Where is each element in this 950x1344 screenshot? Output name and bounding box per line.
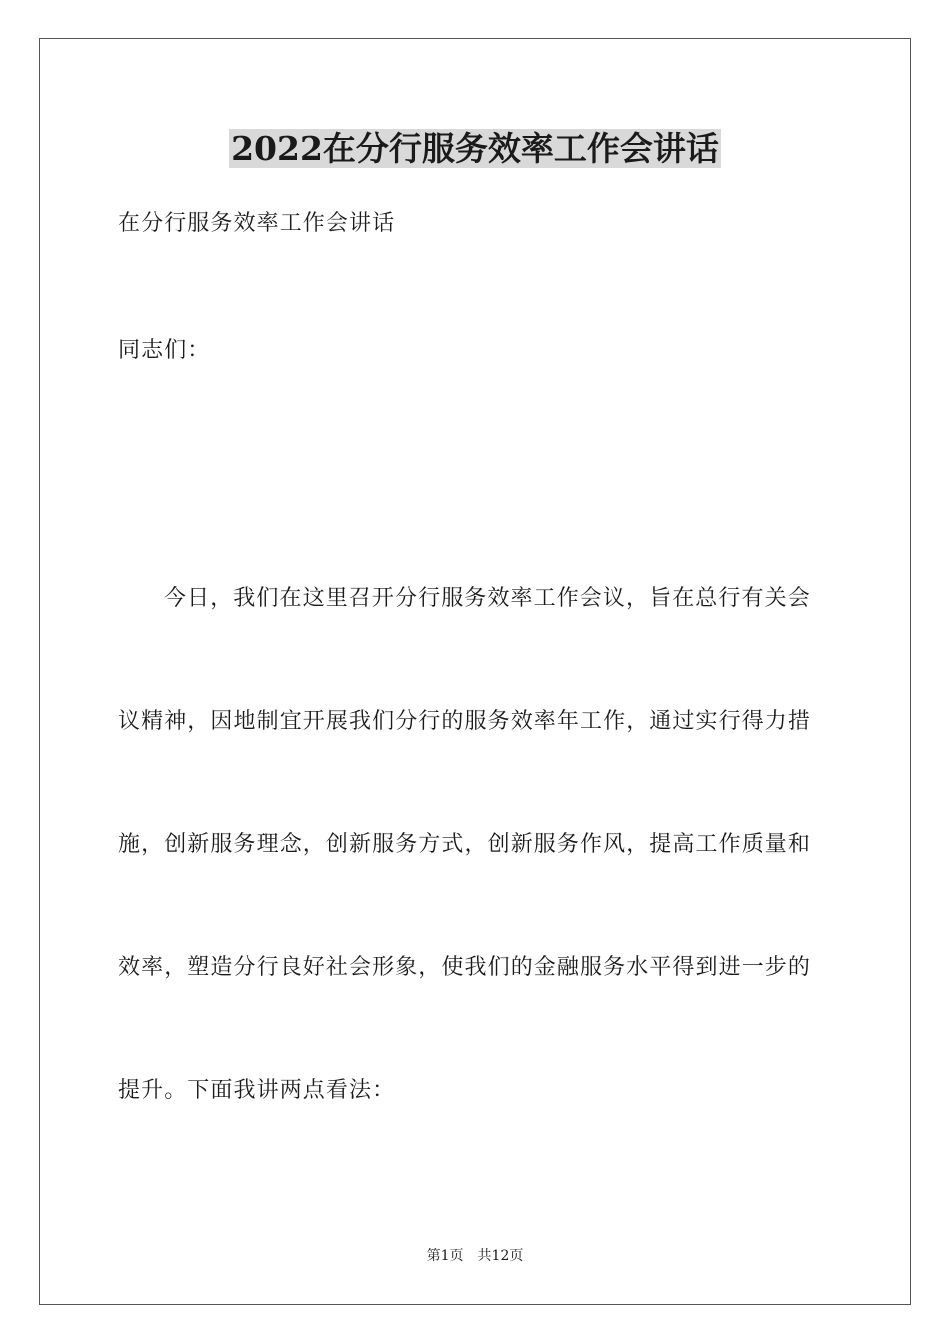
page-footer (0, 1246, 950, 1266)
paragraph-line: 议精神，因地制宜开展我们分行的服务效率年工作，通过实行得力措 (118, 709, 812, 734)
paragraph-line: 效率，塑造分行良好社会形象，使我们的金融服务水平得到进一步的 (118, 955, 812, 980)
document-title-text: 2022在分行服务效率工作会讲话 (231, 129, 719, 168)
paragraph-line: 提升。下面我讲两点看法： (118, 1078, 396, 1103)
paragraph-line: 施，创新服务理念，创新服务方式，创新服务作风，提高工作质量和 (118, 832, 812, 857)
page-number-total: 共12页 (477, 1248, 524, 1264)
document-title (0, 126, 950, 172)
document-subtitle: 在分行服务效率工作会讲话 (118, 211, 396, 236)
page-number-current: 第1页 (426, 1248, 464, 1264)
paragraph-line: 今日，我们在这里召开分行服务效率工作会议，旨在总行有关会 (164, 586, 811, 611)
salutation: 同志们： (118, 338, 211, 363)
